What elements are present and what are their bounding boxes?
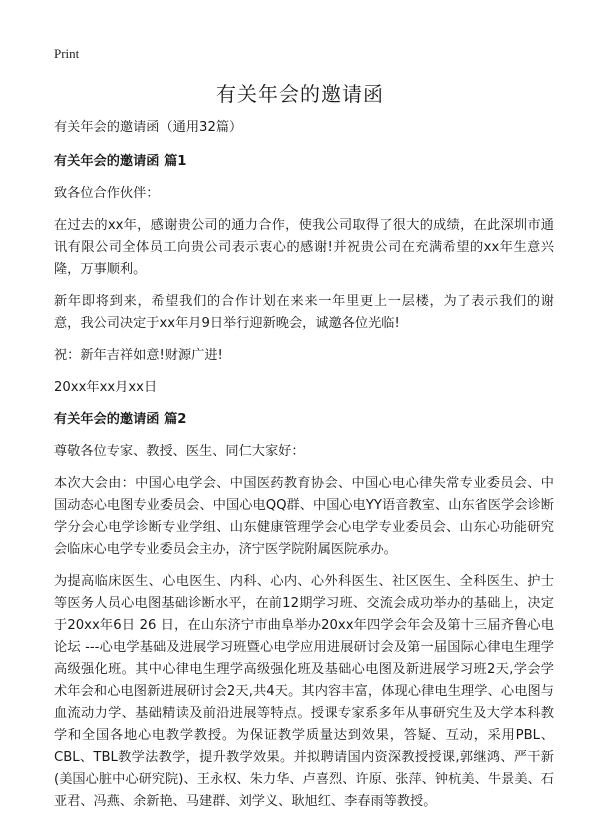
- wish-line: 祝：新年吉祥如意!财源广进!: [54, 348, 223, 363]
- paragraph-1-2: 新年即将到来，希望我们的合作计划在来来一年里更上一层楼，为了表示我们的谢意，我公司决定于xx年月9日举行迎新晚会，诚邀各位光临!: [54, 294, 554, 331]
- salutation-2: 尊敬各位专家、教授、医生、同仁大家好：: [54, 444, 305, 459]
- document-title: 有关年会的邀请函: [216, 82, 384, 106]
- paragraph-2-2: 为提高临床医生、心电医生、内科、心内、心外科医生、社区医生、全科医生、护士等医务人员心电图基础诊断水平，在前12期学习班、交流会成功举办的基础上，决定于20xx年6日 26 日，在山东济宁市曲阜举办20xx年四学会年会及第十三届齐鲁心电论坛 ---心电学基础及进展学习班暨心电学应用进展研讨会及第一届国际心律电生理学高级强化班。其中心律电生理学高级强化班及基础心电图及新进展学习班2天,学会学术年会和心电图新进展研讨会2天,共4天。其内容丰富，体现心律电生理学、心电图与血流动力学、基础精读及前沿进展等特点。授课专家系多年从事研究生及大学本科教学和全国各地心电教学教授。为保证教学质量达到效果，答疑、互动，采用PBL、CBL、TBL教学法教学，提升教学效果。并拟聘请国内资深教授授课,郭继鸿、严干新(美国心脏中心研究院)、王永权、朱力华、卢喜烈、许原、张萍、钟杭美、牛景美、石亚君、冯燕、余新艳、马建群、刘学义、耿旭红、李春雨等教授。: [54, 574, 554, 809]
- document-subtitle: 有关年会的邀请函（通用32篇）: [54, 120, 243, 135]
- document-body: [54, 117, 554, 823]
- print-label[interactable]: Print: [54, 46, 80, 61]
- date-line: 20xx年xx月xx日: [54, 380, 158, 395]
- section-heading-1: 有关年会的邀请函 篇1: [54, 154, 187, 169]
- salutation-1: 致各位合作伙伴：: [54, 186, 160, 201]
- section-heading-2: 有关年会的邀请函 篇2: [54, 412, 187, 427]
- paragraph-1-1: 在过去的xx年，感谢贵公司的通力合作，使我公司取得了很大的成绩，在此深圳市通讯有限公司全体员工向贵公司表示衷心的感谢!并祝贵公司在充满希望的xx年生意兴隆，万事顺利。: [54, 218, 554, 277]
- paragraph-2-1: 本次大会由：中国心电学会、中国医药教育协会、中国心电心律失常专业委员会、中国动态心电图专业委员会、中国心电QQ群、中国心电YY语音教室、山东省医学会诊断学分会心电学诊断专业学组、山东健康管理学会心电学专业委员会、山东心功能研究会临床心电学专业委员会主办，济宁医学院附属医院承办。: [54, 476, 554, 557]
